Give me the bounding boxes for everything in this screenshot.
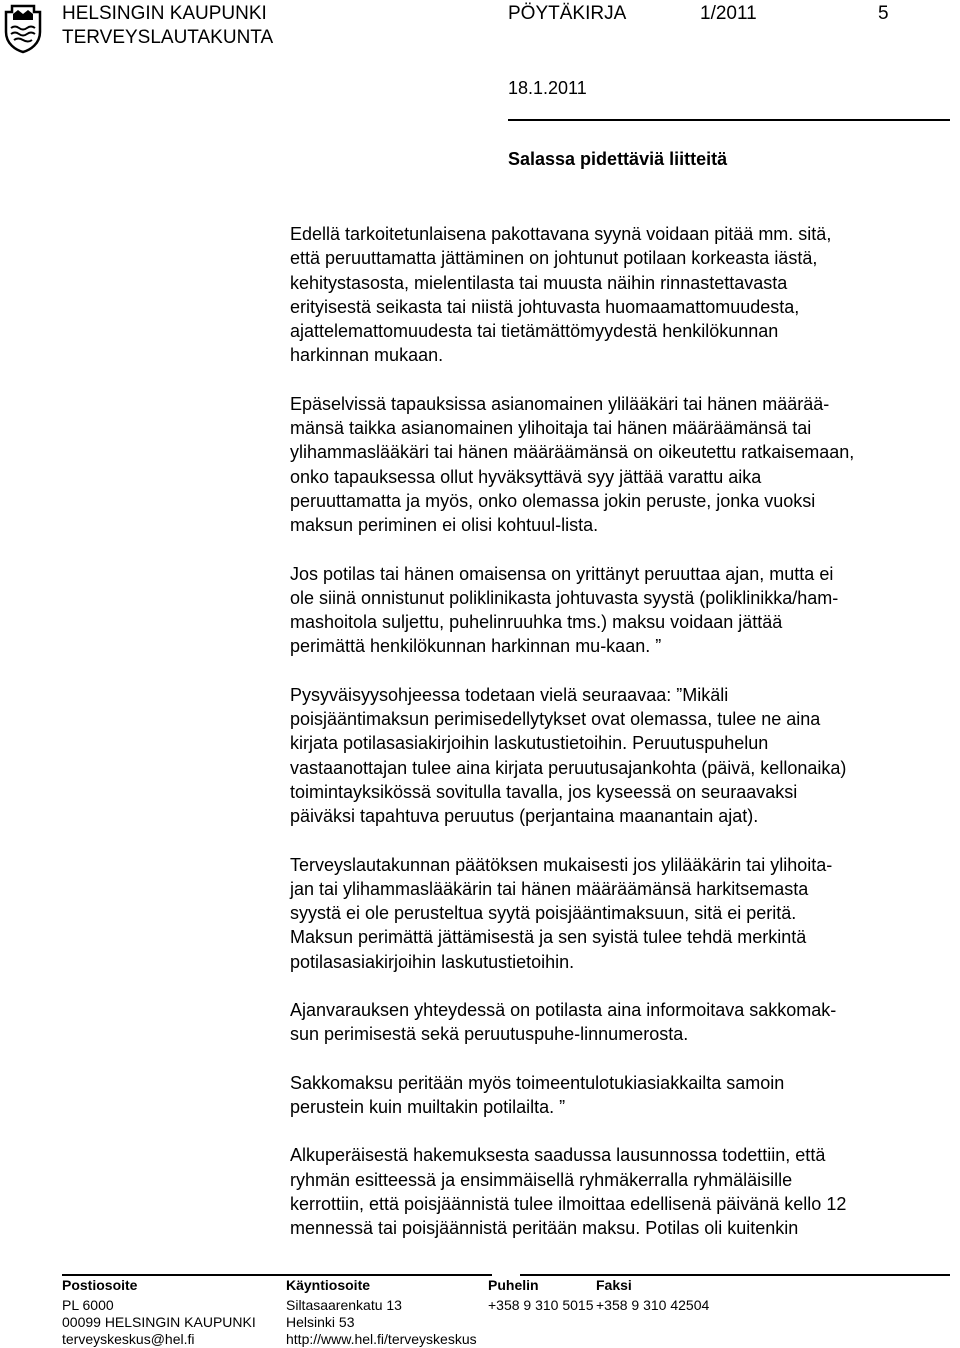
footer-fax: +358 9 310 42504: [596, 1297, 710, 1313]
footer-website: http://www.hel.fi/terveyskeskus: [286, 1331, 477, 1347]
org-name: HELSINGIN KAUPUNKI: [62, 3, 267, 24]
header-divider: [508, 119, 950, 121]
footer-email: terveyskeskus@hel.fi: [62, 1331, 195, 1347]
helsinki-crest-icon: [2, 2, 44, 54]
paragraph: Pysyväisyysohjeessa todetaan vielä seuraavaa: ”Mikäli poisjääntimaksun perimisedellytykset ovat olemassa, tulee ne aina kirjata potilasasiakirjoihin laskutustietoihin. Peruutuspuhelun vastaanottajan tulee aina kirjata peruutusajankohta (päivä, kellonaika) toimintayksikössä sovitulla tavalla, jos kyseessä on seuraavaksi päiväksi tapahtuva peruutus (perjantaina maanantain ajat).: [290, 684, 847, 827]
footer-fax-heading: Faksi: [596, 1277, 632, 1293]
document-type: PÖYTÄKIRJA: [508, 3, 627, 24]
paragraph: Jos potilas tai hänen omaisensa on yrittänyt peruuttaa ajan, mutta ei ole siinä onnistunut poliklinikasta johtuvasta syystä (poliklinikka/ham- mashoitola suljettu, puhelinruuhka tms.) maksu voidaan jättää perimättä henkilökunnan harkinnan mu-kaan. ”: [290, 563, 839, 657]
document-date: 18.1.2011: [508, 78, 587, 98]
footer-divider: [62, 1274, 492, 1276]
footer-phone-heading: Puhelin: [488, 1277, 539, 1293]
footer-phone: +358 9 310 5015: [488, 1297, 594, 1313]
paragraph: Ajanvarauksen yhteydessä on potilasta aina informoitava sakkomak- sun perimisestä sekä peruutuspuhe-linnumerosta.: [290, 1000, 837, 1045]
org-department: TERVEYSLAUTAKUNTA: [62, 27, 274, 48]
document-number: 1/2011: [700, 3, 757, 24]
paragraph: Sakkomaksu peritään myös toimeentulotukiasiakkailta samoin perustein kuin muiltakin potilailta. ”: [290, 1072, 785, 1117]
section-heading: Salassa pidettäviä liitteitä: [508, 149, 728, 169]
footer-postal-heading: Postiosoite: [62, 1277, 138, 1293]
paragraph: Edellä tarkoitetunlaisena pakottavana syynä voidaan pitää mm. sitä, että peruuttamatta jättäminen on johtunut potilaan korkeasta iästä, kehitystasosta, mielentilasta tai muusta näihin rinnastettavasta erityisestä seikasta tai niistä johtuvasta huomaamattomuudesta, ajattelemattomuudesta tai tietämättömyydestä henkilökunnan harkinnan mukaan.: [290, 224, 832, 366]
footer-visit-line: Siltasaarenkatu 13: [286, 1297, 402, 1313]
footer-divider: [520, 1274, 950, 1276]
paragraph: Terveyslautakunnan päätöksen mukaisesti jos ylilääkärin tai ylihoita- jan tai ylihammaslääkärin tai hänen määräämänsä harkitsemasta syystä ei ole perusteltua syytä poisjääntimaksuun, sitä ei peritä. Maksun perimättä jättämisestä ja sen syistä tulee tehdä merkintä potilasasiakirjoihin laskutustietoihin.: [290, 854, 833, 972]
body-text: [290, 222, 950, 1264]
footer-postal-line: PL 6000: [62, 1297, 114, 1313]
footer-visit-heading: Käyntiosoite: [286, 1277, 371, 1293]
paragraph: Epäselvissä tapauksissa asianomainen ylilääkäri tai hänen määrää- mänsä taikka asianomainen ylihoitaja tai hänen määräämänsä tai ylihammaslääkäri tai hänen määräämänsä on oikeutettu ratkaisemaan, onko tapauksessa ollut hyväksyttävä syy jättää varattu aika peruuttamatta ja myös, onko olemassa jokin peruste, jonka vuoksi maksun periminen ei olisi kohtuul-lista.: [290, 393, 855, 536]
paragraph: Alkuperäisestä hakemuksesta saadussa lausunnossa todettiin, että ryhmän esitteessä ja ensimmäisellä ryhmäkerralla ryhmäläisille kerrottiin, että poisjäännistä tulee ilmoittaa edellisenä päivänä kello 12 mennessä tai poisjäännistä peritään maksu. Potilas oli kuitenkin: [290, 1145, 847, 1239]
footer-postal-line: 00099 HELSINGIN KAUPUNKI: [62, 1314, 256, 1330]
page-number: 5: [878, 3, 889, 24]
footer-visit-line: Helsinki 53: [286, 1314, 355, 1330]
